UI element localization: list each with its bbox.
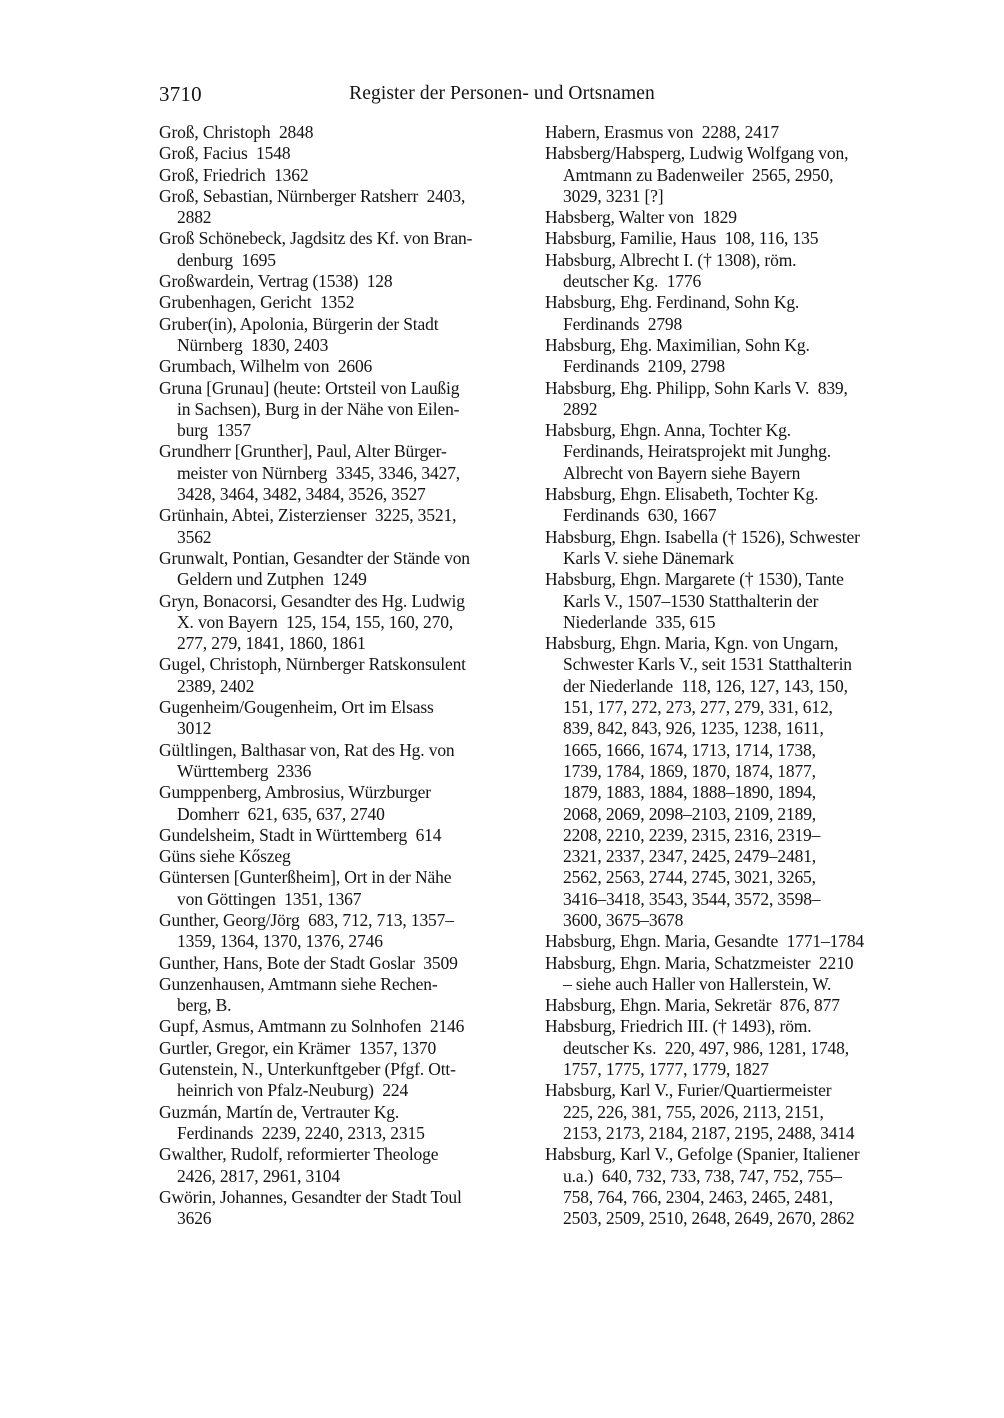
entry-first-line: Habsburg, Ehgn. Maria, Schatzmeister 2210	[545, 952, 854, 973]
entry-continuation-line: Württemberg 2336	[177, 760, 312, 781]
entry-continuation-line: Domherr 621, 635, 637, 2740	[177, 803, 385, 824]
entry-continuation-line: 3600, 3675–3678	[563, 909, 684, 930]
entry-continuation-line: X. von Bayern 125, 154, 155, 160, 270,	[177, 611, 454, 632]
index-entry	[159, 378, 545, 442]
index-entry	[159, 122, 545, 143]
entry-first-line: Habsburg, Ehgn. Maria, Kgn. von Ungarn,	[545, 633, 839, 654]
entry-continuation-line: 839, 842, 843, 926, 1235, 1238, 1611,	[563, 718, 824, 739]
entry-continuation-line: Karls V. siehe Dänemark	[563, 547, 734, 568]
index-entry	[159, 697, 545, 740]
entry-first-line: Habsburg, Ehgn. Elisabeth, Tochter Kg.	[545, 484, 819, 505]
index-right-column	[545, 122, 1004, 1229]
entry-continuation-line: 1757, 1775, 1777, 1779, 1827	[563, 1059, 769, 1080]
index-entry	[545, 207, 1004, 228]
entry-continuation-line: 2153, 2173, 2184, 2187, 2195, 2488, 3414	[563, 1122, 855, 1143]
entry-first-line: Habsberg/Habsperg, Ludwig Wolfgang von,	[545, 143, 849, 164]
entry-first-line: Grünhain, Abtei, Zisterzienser 3225, 3521,	[159, 505, 457, 526]
entry-continuation-line: 3012	[177, 718, 212, 739]
entry-first-line: Grubenhagen, Gericht 1352	[159, 292, 355, 313]
entry-continuation-line: Amtmann zu Badenweiler 2565, 2950,	[563, 164, 834, 185]
index-entry	[545, 569, 1004, 633]
entry-continuation-line: 2882	[177, 207, 212, 228]
entry-continuation-line: 758, 764, 766, 2304, 2463, 2465, 2481,	[563, 1186, 833, 1207]
entry-first-line: Habern, Erasmus von 2288, 2417	[545, 122, 779, 142]
entry-first-line: Gunzenhausen, Amtmann siehe Rechen-	[159, 973, 438, 994]
entry-continuation-line: 2389, 2402	[177, 675, 255, 696]
index-entry	[545, 527, 1004, 570]
index-entry	[159, 1187, 545, 1230]
entry-first-line: Habsberg, Walter von 1829	[545, 207, 737, 228]
entry-first-line: Gumppenberg, Ambrosius, Würzburger	[159, 782, 431, 803]
entry-continuation-line: u.a.) 640, 732, 733, 738, 747, 752, 755–	[563, 1165, 842, 1186]
index-entry	[159, 867, 545, 910]
entry-continuation-line: 2892	[563, 398, 598, 419]
page-number: 3710	[159, 82, 202, 106]
entry-continuation-line: Nürnberg 1830, 2403	[177, 334, 329, 355]
index-entry	[159, 271, 545, 292]
entry-continuation-line: 1739, 1784, 1869, 1870, 1874, 1877,	[563, 760, 816, 781]
entry-first-line: Gryn, Bonacorsi, Gesandter des Hg. Ludwig	[159, 590, 465, 611]
entry-first-line: Habsburg, Ehgn. Margarete († 1530), Tante	[545, 569, 844, 590]
entry-continuation-line: 225, 226, 381, 755, 2026, 2113, 2151,	[563, 1101, 824, 1122]
entry-first-line: Gültlingen, Balthasar von, Rat des Hg. von	[159, 739, 455, 760]
entry-continuation-line: 1359, 1364, 1370, 1376, 2746	[177, 931, 383, 952]
entry-continuation-line: burg 1357	[177, 420, 252, 441]
entry-continuation-line: deutscher Kg. 1776	[563, 271, 702, 292]
entry-continuation-line: 277, 279, 1841, 1860, 1861	[177, 633, 366, 654]
entry-first-line: Gurtler, Gregor, ein Krämer 1357, 1370	[159, 1037, 437, 1058]
entry-first-line: Groß, Friedrich 1362	[159, 164, 309, 185]
running-title: Register der Personen- und Ortsnamen	[349, 83, 655, 104]
index-entry	[545, 228, 1004, 249]
entry-first-line: Gruna [Grunau] (heute: Ortsteil von Laußig	[159, 377, 460, 398]
index-entry	[545, 378, 1004, 421]
entry-first-line: Güns siehe Kőszeg	[159, 846, 291, 867]
entry-first-line: Gunther, Hans, Bote der Stadt Goslar 3509	[159, 952, 458, 973]
index-entry	[159, 910, 545, 953]
entry-first-line: Habsburg, Ehgn. Anna, Tochter Kg.	[545, 420, 791, 441]
index-entry	[159, 591, 545, 655]
index-entry	[159, 1059, 545, 1102]
entry-continuation-line: Niederlande 335, 615	[563, 611, 716, 632]
index-entry	[545, 1144, 1004, 1229]
entry-continuation-line: 2562, 2563, 2744, 2745, 3021, 3265,	[563, 867, 816, 888]
entry-continuation-line: von Göttingen 1351, 1367	[177, 888, 362, 909]
index-entry	[159, 292, 545, 313]
entry-continuation-line: denburg 1695	[177, 249, 276, 270]
entry-first-line: Gugenheim/Gougenheim, Ort im Elsass	[159, 697, 434, 718]
index-columns	[159, 122, 1004, 1229]
index-entry	[545, 633, 1004, 931]
index-entry	[545, 995, 1004, 1016]
entry-first-line: Gunther, Georg/Jörg 683, 712, 713, 1357–	[159, 909, 454, 930]
entry-first-line: Habsburg, Ehgn. Maria, Gesandte 1771–1784	[545, 931, 865, 952]
index-entry	[159, 846, 545, 867]
entry-continuation-line: in Sachsen), Burg in der Nähe von Eilen-	[177, 398, 460, 419]
entry-continuation-line: Karls V., 1507–1530 Statthalterin der	[563, 590, 819, 611]
entry-first-line: Gwörin, Johannes, Gesandter der Stadt Toul	[159, 1186, 462, 1207]
entry-first-line: Gugel, Christoph, Nürnberger Ratskonsulent	[159, 654, 466, 675]
entry-continuation-line: 2068, 2069, 2098–2103, 2109, 2189,	[563, 803, 817, 824]
entry-first-line: Gruber(in), Apolonia, Bürgerin der Stadt	[159, 313, 439, 334]
entry-first-line: Gupf, Asmus, Amtmann zu Solnhofen 2146	[159, 1016, 465, 1037]
index-entry	[159, 654, 545, 697]
entry-continuation-line: Ferdinands 630, 1667	[563, 505, 717, 526]
entry-continuation-line: 3029, 3231 [?]	[563, 185, 664, 206]
entry-first-line: Groß, Facius 1548	[159, 143, 291, 164]
entry-first-line: Habsburg, Albrecht I. († 1308), röm.	[545, 249, 797, 270]
index-entry	[159, 186, 545, 229]
entry-first-line: Habsburg, Ehgn. Maria, Sekretär 876, 877	[545, 995, 840, 1016]
entry-first-line: Habsburg, Ehgn. Isabella († 1526), Schwester	[545, 526, 860, 547]
entry-continuation-line: 2426, 2817, 2961, 3104	[177, 1165, 340, 1186]
entry-continuation-line: Schwester Karls V., seit 1531 Statthalterin	[563, 654, 852, 675]
entry-first-line: Habsburg, Ehg. Ferdinand, Sohn Kg.	[545, 292, 800, 313]
entry-continuation-line: Ferdinands 2798	[563, 313, 683, 334]
entry-continuation-line: 3428, 3464, 3482, 3484, 3526, 3527	[177, 484, 426, 505]
index-entry	[545, 250, 1004, 293]
entry-first-line: Habsburg, Karl V., Furier/Quartiermeister	[545, 1080, 832, 1101]
index-entry	[159, 782, 545, 825]
entry-continuation-line: 151, 177, 272, 273, 277, 279, 331, 612,	[563, 697, 833, 718]
entry-first-line: Gwalther, Rudolf, reformierter Theologe	[159, 1144, 439, 1165]
entry-continuation-line: 3562	[177, 526, 212, 547]
index-entry	[159, 143, 545, 164]
entry-first-line: Habsburg, Ehg. Philipp, Sohn Karls V. 839,	[545, 377, 848, 398]
index-left-column	[159, 122, 545, 1229]
page-header	[0, 82, 1004, 108]
index-entry	[159, 228, 545, 271]
entry-continuation-line: Ferdinands 2239, 2240, 2313, 2315	[177, 1122, 425, 1143]
index-entry	[545, 335, 1004, 378]
entry-continuation-line: 2208, 2210, 2239, 2315, 2316, 2319–	[563, 824, 821, 845]
index-entry	[545, 122, 1004, 143]
entry-first-line: Grunwalt, Pontian, Gesandter der Stände von	[159, 547, 470, 568]
entry-continuation-line: – siehe auch Haller von Hallerstein, W.	[563, 973, 832, 994]
index-entry	[159, 825, 545, 846]
index-entry	[159, 1016, 545, 1037]
entry-first-line: Habsburg, Friedrich III. († 1493), röm.	[545, 1016, 812, 1037]
index-entry	[545, 1016, 1004, 1080]
index-entry	[545, 1080, 1004, 1144]
entry-continuation-line: Ferdinands, Heiratsprojekt mit Junghg.	[563, 441, 831, 462]
entry-continuation-line: 2503, 2509, 2510, 2648, 2649, 2670, 2862	[563, 1208, 855, 1229]
index-entry	[545, 931, 1004, 952]
entry-first-line: Grundherr [Grunther], Paul, Alter Bürger-	[159, 441, 447, 462]
entry-continuation-line: Ferdinands 2109, 2798	[563, 356, 725, 377]
index-entry	[545, 953, 1004, 996]
entry-first-line: Güntersen [Gunterßheim], Ort in der Nähe	[159, 867, 452, 888]
index-entry	[159, 1038, 545, 1059]
entry-continuation-line: 1879, 1883, 1884, 1888–1890, 1894,	[563, 782, 817, 803]
index-entry	[159, 356, 545, 377]
entry-first-line: Habsburg, Familie, Haus 108, 116, 135	[545, 228, 819, 249]
index-entry	[545, 292, 1004, 335]
index-entry	[545, 420, 1004, 484]
entry-first-line: Groß Schönebeck, Jagdsitz des Kf. von Bran-	[159, 228, 473, 249]
entry-continuation-line: deutscher Ks. 220, 497, 986, 1281, 1748,	[563, 1037, 849, 1058]
entry-continuation-line: Albrecht von Bayern siehe Bayern	[563, 462, 801, 483]
index-entry	[159, 1144, 545, 1187]
entry-first-line: Groß, Sebastian, Nürnberger Ratsherr 2403,	[159, 185, 466, 206]
index-entry	[159, 974, 545, 1017]
entry-first-line: Groß, Christoph 2848	[159, 122, 314, 142]
entry-continuation-line: 2321, 2337, 2347, 2425, 2479–2481,	[563, 846, 817, 867]
entry-continuation-line: der Niederlande 118, 126, 127, 143, 150,	[563, 675, 848, 696]
index-entry	[159, 505, 545, 548]
entry-continuation-line: 1665, 1666, 1674, 1713, 1714, 1738,	[563, 739, 816, 760]
index-entry	[159, 953, 545, 974]
index-entry	[159, 314, 545, 357]
index-entry	[159, 740, 545, 783]
entry-first-line: Guzmán, Martín de, Vertrauter Kg.	[159, 1101, 400, 1122]
entry-continuation-line: berg, B.	[177, 995, 232, 1016]
entry-first-line: Habsburg, Ehg. Maximilian, Sohn Kg.	[545, 334, 810, 355]
entry-continuation-line: meister von Nürnberg 3345, 3346, 3427,	[177, 462, 461, 483]
entry-first-line: Habsburg, Karl V., Gefolge (Spanier, Italiener	[545, 1144, 860, 1165]
index-entry	[159, 441, 545, 505]
index-entry	[159, 1102, 545, 1145]
index-entry	[159, 165, 545, 186]
entry-continuation-line: 3626	[177, 1208, 212, 1229]
entry-continuation-line: heinrich von Pfalz-Neuburg) 224	[177, 1080, 409, 1101]
entry-first-line: Gundelsheim, Stadt in Württemberg 614	[159, 824, 442, 845]
entry-continuation-line: 3416–3418, 3543, 3544, 3572, 3598–	[563, 888, 821, 909]
entry-continuation-line: Geldern und Zutphen 1249	[177, 569, 367, 590]
entry-first-line: Grumbach, Wilhelm von 2606	[159, 356, 373, 377]
index-entry	[545, 484, 1004, 527]
index-entry	[545, 143, 1004, 207]
entry-first-line: Großwardein, Vertrag (1538) 128	[159, 271, 393, 292]
entry-first-line: Gutenstein, N., Unterkunftgeber (Pfgf. Ott-	[159, 1059, 456, 1080]
index-entry	[159, 548, 545, 591]
